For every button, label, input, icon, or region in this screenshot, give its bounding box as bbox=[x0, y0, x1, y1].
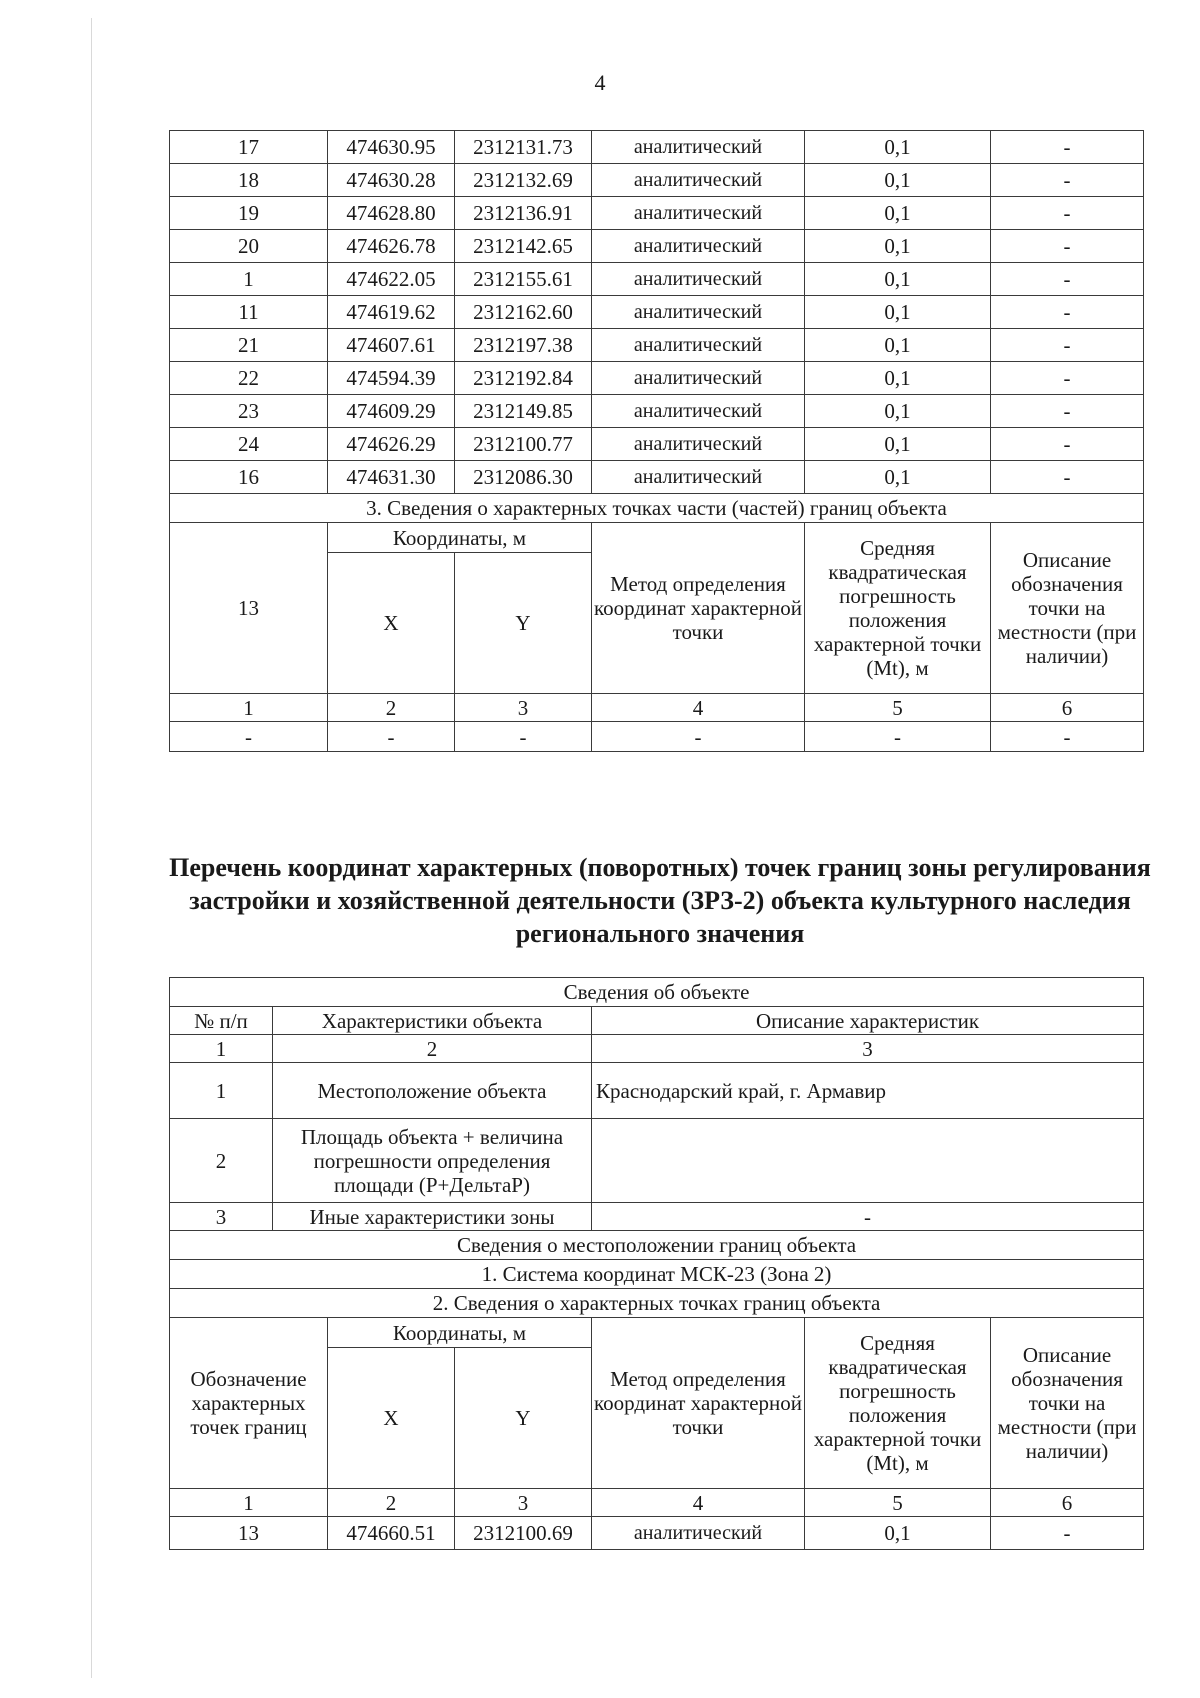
point-mt: 0,1 bbox=[805, 197, 991, 230]
dash-cell: - bbox=[991, 722, 1144, 752]
point-id: 24 bbox=[170, 428, 328, 461]
point-row bbox=[170, 131, 1144, 164]
points-header-y: Y bbox=[455, 1348, 592, 1489]
header-characteristics: Характеристики объекта bbox=[273, 1007, 592, 1035]
point-mt: 0,1 bbox=[805, 164, 991, 197]
object-info-title-row bbox=[170, 978, 1144, 1007]
point-method: аналитический bbox=[592, 263, 805, 296]
point-desc: - bbox=[991, 1517, 1144, 1550]
point-y: 2312100.69 bbox=[455, 1517, 592, 1550]
point-y: 2312086.30 bbox=[455, 461, 592, 494]
point-mt: 0,1 bbox=[805, 263, 991, 296]
point-desc: - bbox=[991, 428, 1144, 461]
sec3-header-mt: Средняя квадратическая погрешность положения характерной точки (Mt), м bbox=[805, 523, 991, 694]
point-row bbox=[170, 329, 1144, 362]
column-number: 6 bbox=[991, 1489, 1144, 1517]
point-row bbox=[170, 362, 1144, 395]
dash-cell: - bbox=[170, 722, 328, 752]
section-heading: Перечень координат характерных (поворотных) точек границ зоны регулирования застройки и хозяйственной деятельности (ЗРЗ-2) объекта культурного наследия регионального значения bbox=[169, 853, 1151, 948]
point-y: 2312136.91 bbox=[455, 197, 592, 230]
header-description: Описание характеристик bbox=[592, 1007, 1144, 1035]
point-row bbox=[170, 428, 1144, 461]
point-row bbox=[170, 296, 1144, 329]
object-col-headers-row bbox=[170, 1007, 1144, 1035]
object-row-area bbox=[170, 1119, 1144, 1203]
column-number: 5 bbox=[805, 694, 991, 722]
header-number: № п/п bbox=[170, 1007, 273, 1035]
point-x: 474594.39 bbox=[328, 362, 455, 395]
zone-object-table bbox=[169, 977, 1144, 1550]
point-row bbox=[170, 230, 1144, 263]
point-id: 19 bbox=[170, 197, 328, 230]
point-desc: - bbox=[991, 461, 1144, 494]
sec3-header-desc: Описание обозначения точки на местности (при наличии) bbox=[991, 523, 1144, 694]
section2-title: 2. Сведения о характерных точках границ объекта bbox=[170, 1289, 1144, 1318]
points-header-x: X bbox=[328, 1348, 455, 1489]
column-number: 1 bbox=[170, 694, 328, 722]
characteristic-name: Местоположение объекта bbox=[273, 1063, 592, 1119]
points-header-desc: Описание обозначения точки на местности (при наличии) bbox=[991, 1318, 1144, 1489]
point-id: 17 bbox=[170, 131, 328, 164]
object-info-title: Сведения об объекте bbox=[170, 978, 1144, 1007]
point-desc: - bbox=[991, 230, 1144, 263]
point-x: 474619.62 bbox=[328, 296, 455, 329]
dash-cell: - bbox=[805, 722, 991, 752]
point-method: аналитический bbox=[592, 230, 805, 263]
point-x: 474609.29 bbox=[328, 395, 455, 428]
point-mt: 0,1 bbox=[805, 230, 991, 263]
page-margin-line bbox=[91, 18, 92, 1678]
point-id: 1 bbox=[170, 263, 328, 296]
location-title-row bbox=[170, 1231, 1144, 1260]
characteristic-value bbox=[592, 1119, 1144, 1203]
point-mt: 0,1 bbox=[805, 428, 991, 461]
point-row bbox=[170, 395, 1144, 428]
characteristic-name: Площадь объекта + величина погрешности определения площади (Р+ДельтаР) bbox=[273, 1119, 592, 1203]
sec3-empty-row bbox=[170, 722, 1144, 752]
column-number: 3 bbox=[455, 694, 592, 722]
point-y: 2312155.61 bbox=[455, 263, 592, 296]
point-y: 2312149.85 bbox=[455, 395, 592, 428]
point-mt: 0,1 bbox=[805, 362, 991, 395]
point-row bbox=[170, 164, 1144, 197]
point-x: 474622.05 bbox=[328, 263, 455, 296]
column-number: 2 bbox=[328, 694, 455, 722]
point-mt: 0,1 bbox=[805, 131, 991, 164]
column-number: 6 bbox=[991, 694, 1144, 722]
sec3-header-row bbox=[170, 523, 1144, 553]
sec3-column-numbers-row bbox=[170, 694, 1144, 722]
points-header-row bbox=[170, 1318, 1144, 1348]
point-id: 13 bbox=[170, 1517, 328, 1550]
characteristic-name: Иные характеристики зоны bbox=[273, 1203, 592, 1231]
point-id: 20 bbox=[170, 230, 328, 263]
point-row bbox=[170, 1517, 1144, 1550]
point-y: 2312142.65 bbox=[455, 230, 592, 263]
object-col-numbers-row bbox=[170, 1035, 1144, 1063]
column-number: 1 bbox=[170, 1035, 273, 1063]
point-id: 11 bbox=[170, 296, 328, 329]
point-x: 474631.30 bbox=[328, 461, 455, 494]
point-id: 18 bbox=[170, 164, 328, 197]
location-title: Сведения о местоположении границ объекта bbox=[170, 1231, 1144, 1260]
point-desc: - bbox=[991, 329, 1144, 362]
point-x: 474630.95 bbox=[328, 131, 455, 164]
column-number: 5 bbox=[805, 1489, 991, 1517]
point-method: аналитический bbox=[592, 329, 805, 362]
dash-cell: - bbox=[455, 722, 592, 752]
points-header-method: Метод определения координат характерной точки bbox=[592, 1318, 805, 1489]
point-y: 2312100.77 bbox=[455, 428, 592, 461]
section2-title-row bbox=[170, 1289, 1144, 1318]
point-y: 2312162.60 bbox=[455, 296, 592, 329]
column-number: 4 bbox=[592, 1489, 805, 1517]
point-method: аналитический bbox=[592, 461, 805, 494]
point-mt: 0,1 bbox=[805, 296, 991, 329]
point-mt: 0,1 bbox=[805, 329, 991, 362]
point-method: аналитический bbox=[592, 197, 805, 230]
characteristic-value: Краснодарский край, г. Армавир bbox=[592, 1063, 1144, 1119]
point-desc: - bbox=[991, 197, 1144, 230]
point-mt: 0,1 bbox=[805, 1517, 991, 1550]
column-number: 3 bbox=[455, 1489, 592, 1517]
row-number: 2 bbox=[170, 1119, 273, 1203]
point-mt: 0,1 bbox=[805, 461, 991, 494]
characteristic-value: - bbox=[592, 1203, 1144, 1231]
points-header-mt: Средняя квадратическая погрешность положения характерной точки (Mt), м bbox=[805, 1318, 991, 1489]
point-id: 21 bbox=[170, 329, 328, 362]
point-method: аналитический bbox=[592, 1517, 805, 1550]
point-method: аналитический bbox=[592, 296, 805, 329]
point-desc: - bbox=[991, 263, 1144, 296]
point-y: 2312131.73 bbox=[455, 131, 592, 164]
sec3-header-y: Y bbox=[455, 553, 592, 694]
point-x: 474626.78 bbox=[328, 230, 455, 263]
coordinates-table-continued bbox=[169, 130, 1144, 752]
sec3-header-x: X bbox=[328, 553, 455, 694]
point-desc: - bbox=[991, 164, 1144, 197]
point-method: аналитический bbox=[592, 395, 805, 428]
point-row bbox=[170, 197, 1144, 230]
row-number: 3 bbox=[170, 1203, 273, 1231]
point-x: 474628.80 bbox=[328, 197, 455, 230]
point-method: аналитический bbox=[592, 428, 805, 461]
point-y: 2312132.69 bbox=[455, 164, 592, 197]
point-mt: 0,1 bbox=[805, 395, 991, 428]
dash-cell: - bbox=[592, 722, 805, 752]
points-column-numbers-row bbox=[170, 1489, 1144, 1517]
point-row bbox=[170, 263, 1144, 296]
point-desc: - bbox=[991, 296, 1144, 329]
coord-system: 1. Система координат МСК-23 (Зона 2) bbox=[170, 1260, 1144, 1289]
object-row-location bbox=[170, 1063, 1144, 1119]
page-number: 4 bbox=[594, 70, 606, 95]
point-method: аналитический bbox=[592, 362, 805, 395]
point-x: 474630.28 bbox=[328, 164, 455, 197]
point-id: 23 bbox=[170, 395, 328, 428]
point-desc: - bbox=[991, 362, 1144, 395]
point-desc: - bbox=[991, 131, 1144, 164]
row-number: 1 bbox=[170, 1063, 273, 1119]
point-method: аналитический bbox=[592, 131, 805, 164]
point-id: 16 bbox=[170, 461, 328, 494]
coord-system-row bbox=[170, 1260, 1144, 1289]
point-y: 2312192.84 bbox=[455, 362, 592, 395]
point-x: 474626.29 bbox=[328, 428, 455, 461]
column-number: 3 bbox=[592, 1035, 1144, 1063]
points-header-point: Обозначение характерных точек границ bbox=[170, 1318, 328, 1489]
point-y: 2312197.38 bbox=[455, 329, 592, 362]
section3-title: 3. Сведения о характерных точках части (частей) границ объекта bbox=[170, 494, 1144, 523]
column-number: 1 bbox=[170, 1489, 328, 1517]
sec3-header-point: 13 bbox=[170, 523, 328, 694]
point-x: 474607.61 bbox=[328, 329, 455, 362]
column-number: 2 bbox=[273, 1035, 592, 1063]
points-header-coords: Координаты, м bbox=[328, 1318, 592, 1348]
point-x: 474660.51 bbox=[328, 1517, 455, 1550]
object-row-other bbox=[170, 1203, 1144, 1231]
sec3-header-method: Метод определения координат характерной точки bbox=[592, 523, 805, 694]
point-method: аналитический bbox=[592, 164, 805, 197]
point-row bbox=[170, 461, 1144, 494]
dash-cell: - bbox=[328, 722, 455, 752]
column-number: 2 bbox=[328, 1489, 455, 1517]
section3-title-row bbox=[170, 494, 1144, 523]
column-number: 4 bbox=[592, 694, 805, 722]
sec3-header-coords: Координаты, м bbox=[328, 523, 592, 553]
point-desc: - bbox=[991, 395, 1144, 428]
point-id: 22 bbox=[170, 362, 328, 395]
